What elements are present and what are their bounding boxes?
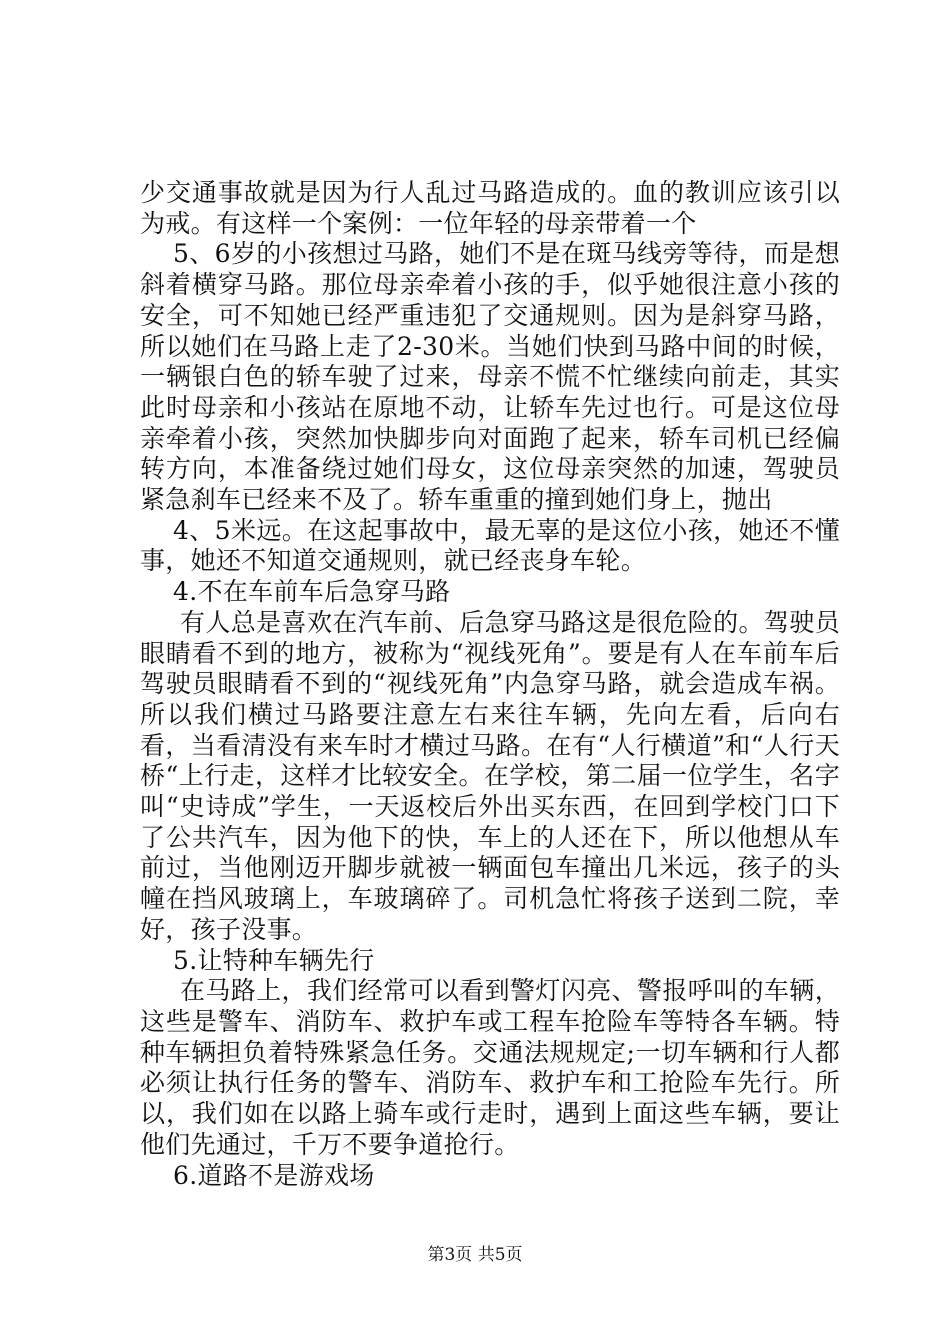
section-heading-6: 6.道路不是游戏场 bbox=[173, 1160, 375, 1190]
paragraph-3: 4、5米远。在这起事故中，最无辜的是这位小孩，她还不懂事，她还不知道交通规则，就已经丧身车轮。 bbox=[140, 515, 840, 576]
paragraph-4: 有人总是喜欢在汽车前、后急穿马路这是很危险的。驾驶员眼睛看不到的地方，被称为“视线死角”。要是有人在车前车后驾驶员眼睛看不到的“视线死角”内急穿马路，就会造成车祸。所以我们横过马路要注意左右来往车辆，先向左看，后向右看，当看清没有来车时才横过马路。在有“人行横道”和“人行天桥“上行走，这样才比较安全。在学校，第二届一位学生，名字叫“史诗成”学生，一天返校后外出买东西，在回到学校门口下了公共汽车，因为他下的快，车上的人还在下，所以他想从车前过，当他刚迈开脚步就被一辆面包车撞出几米远，孩子的头幢在挡风玻璃上，车玻璃碎了。司机急忙将孩子送到二院，幸好，孩子没事。 bbox=[140, 607, 840, 944]
paragraph-5: 在马路上，我们经常可以看到警灯闪亮、警报呼叫的车辆，这些是警车、消防车、救护车或工程车抢险车等特各车辆。特种车辆担负着特殊紧急任务。交通法规规定;一切车辆和行人都必须让执行任务的警车、消防车、救护车和工抢险车先行。所以，我们如在以路上骑车或行走时，遇到上面这些车辆，要让他们先通过，千万不要争道抢行。 bbox=[140, 976, 840, 1159]
document-body bbox=[140, 178, 840, 1191]
section-heading-5: 5.让特种车辆先行 bbox=[173, 945, 375, 975]
paragraph-2: 5、6岁的小孩想过马路，她们不是在斑马线旁等待，而是想斜着横穿马路。那位母亲牵着小孩的手，似乎她很注意小孩的安全，可不知她已经严重违犯了交通规则。因为是斜穿马路，所以她们在马路上走了2-30米。当她们快到马路中间的时候，一辆银白色的轿车驶了过来，母亲不慌不忙继续向前走，其实此时母亲和小孩站在原地不动，让轿车先过也行。可是这位母亲牵着小孩，突然加快脚步向对面跑了起来，轿车司机已经偏转方向，本准备绕过她们母女，这位母亲突然的加速，驾驶员紧急刹车已经来不及了。轿车重重的撞到她们身上，抛出 bbox=[140, 239, 840, 515]
paragraph-1: 少交通事故就是因为行人乱过马路造成的。血的教训应该引以为戒。有这样一个案例：一位年轻的母亲带着一个 bbox=[140, 178, 840, 238]
page-number-footer: 第3页 共5页 bbox=[427, 1245, 523, 1265]
section-heading-4: 4.不在车前车后急穿马路 bbox=[173, 577, 451, 607]
